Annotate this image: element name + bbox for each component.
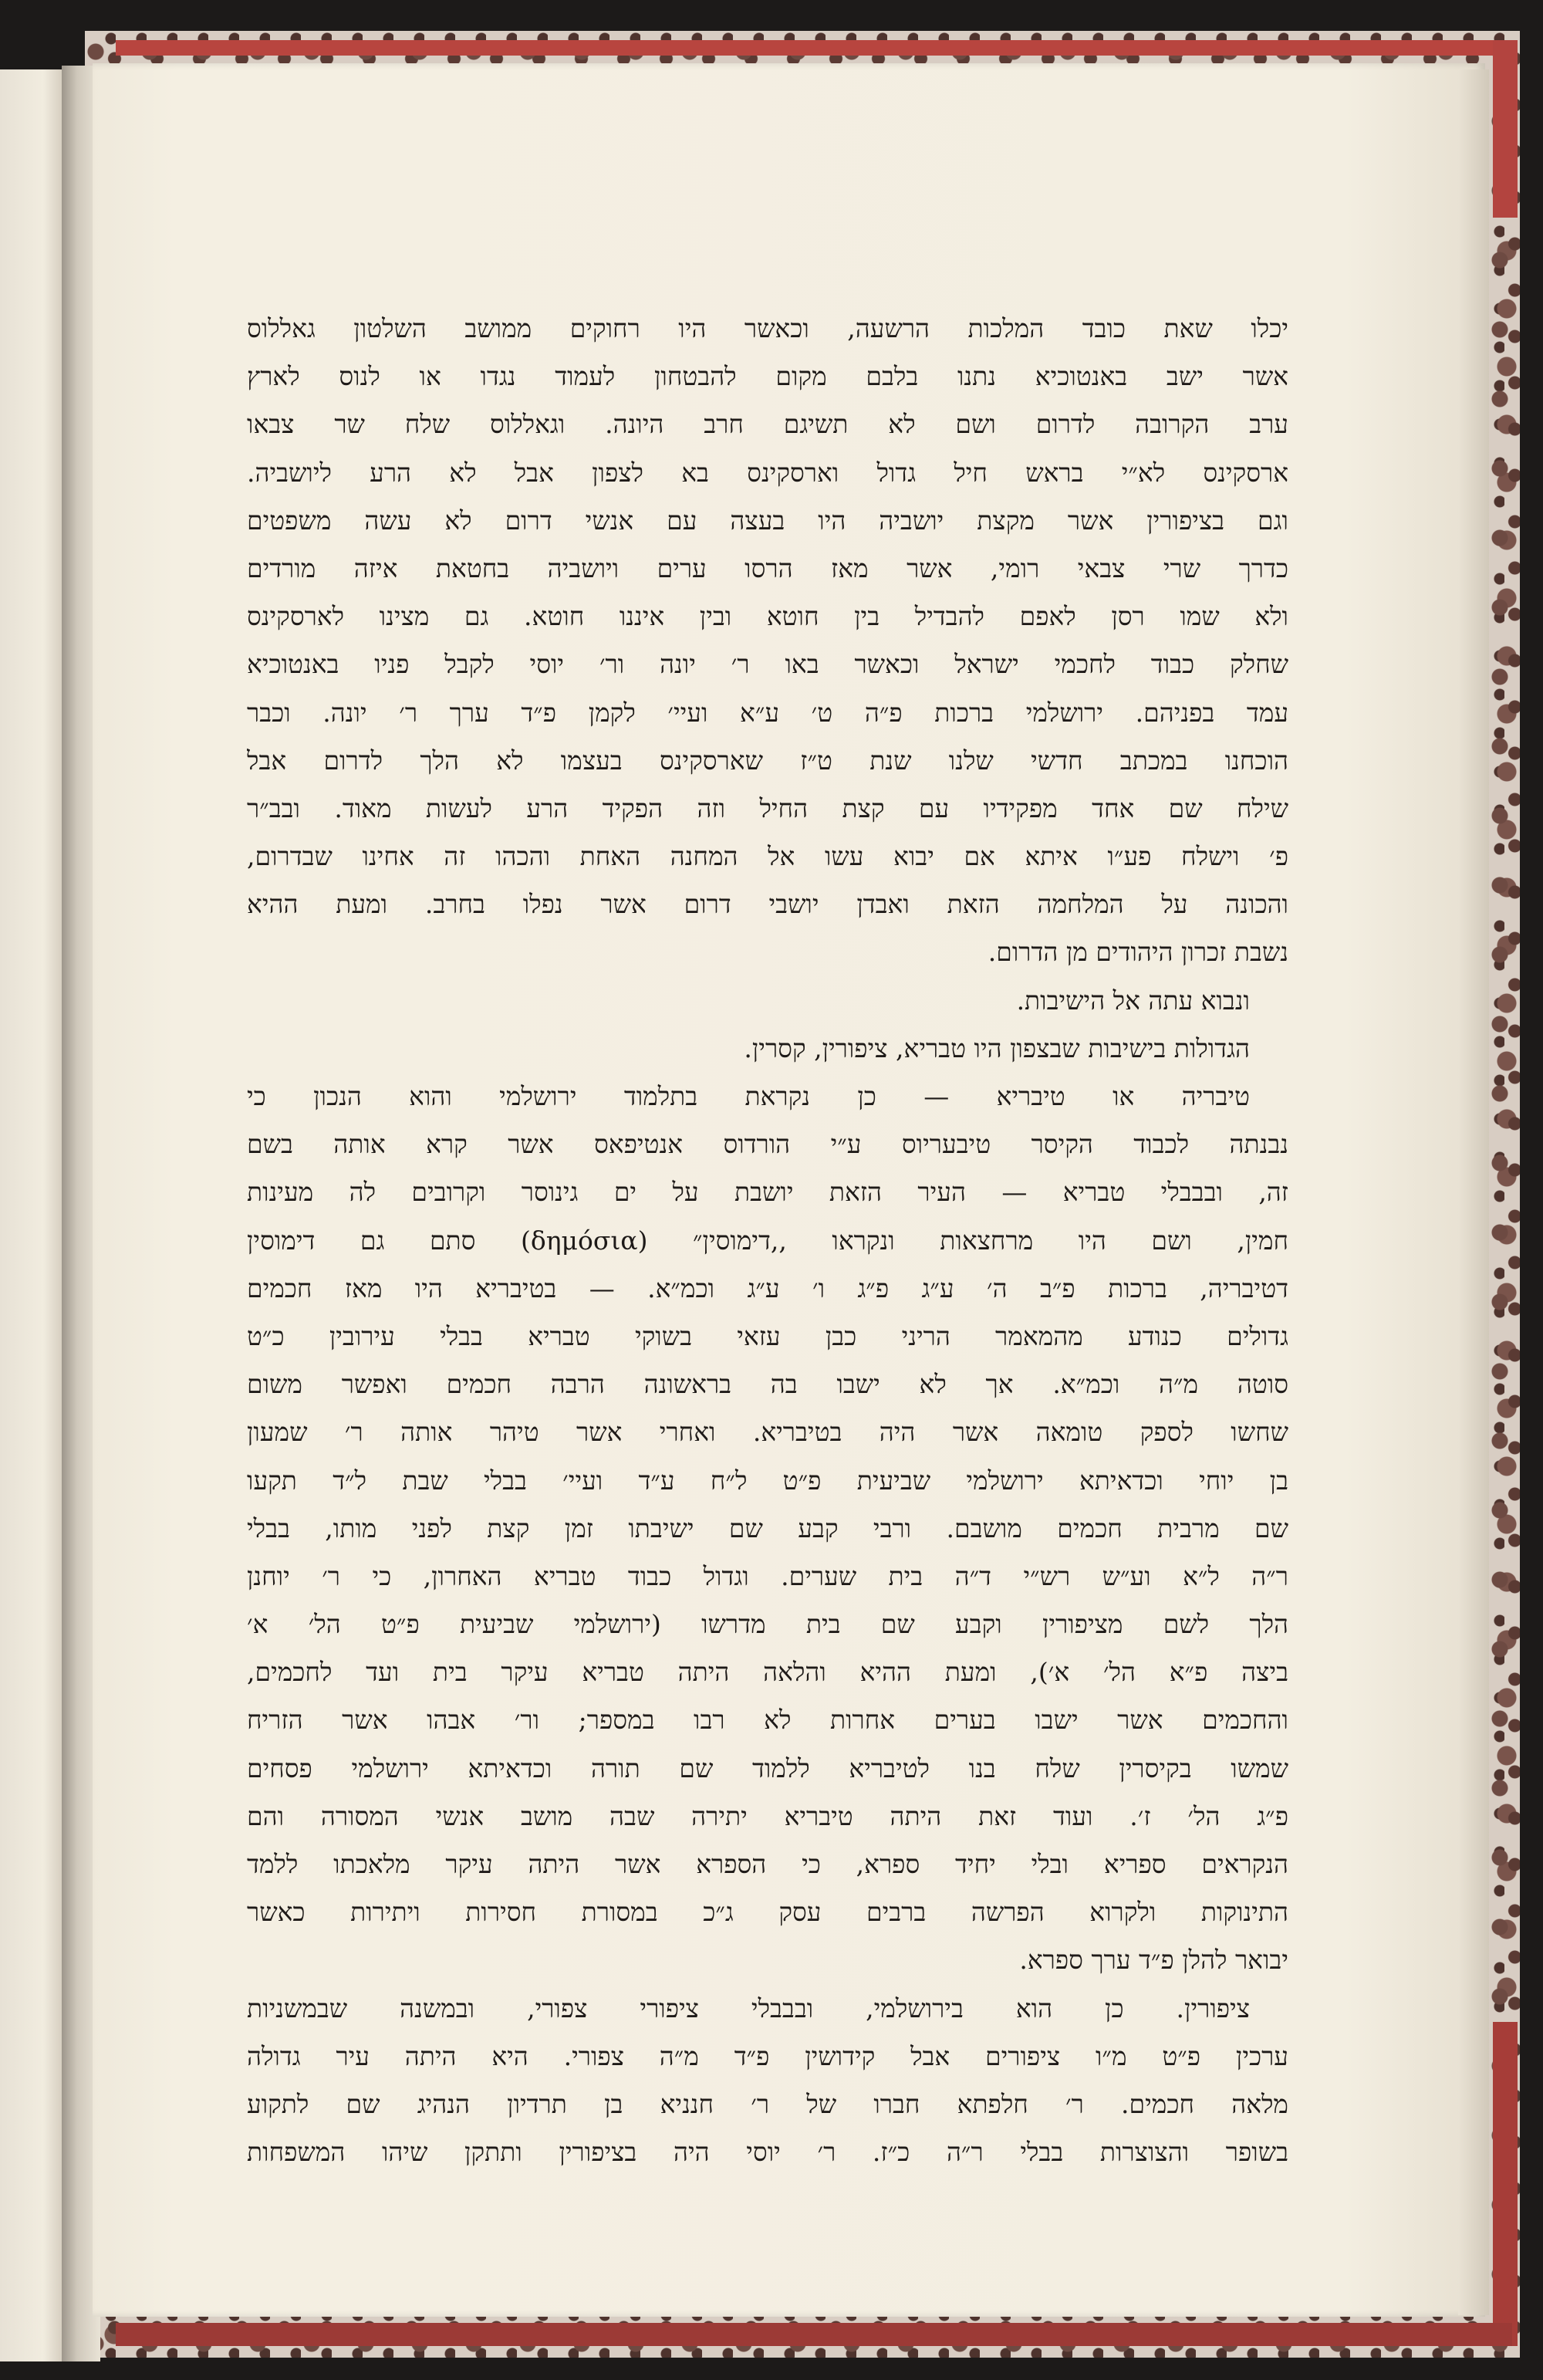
text-line: התינוקות ולקרוא הפרשה ברבים עסק ג״כ במסורת חסירות ויתירות כאשר bbox=[247, 1897, 1288, 1928]
text-line: ערכין פ״ט מ״ו ציפורים אבל קידושין פ״ד מ״ה צפורי. היא היתה עיר גדולה bbox=[247, 2040, 1288, 2071]
page-stack-edge bbox=[1458, 69, 1489, 2315]
text-line: ר״ה ל״א וע״ש רש״י ד״ה בית שערים. וגדול כבוד טבריא האחרון, כי ר׳ יוחנן bbox=[247, 1560, 1288, 1591]
text-line: שמשו בקיסרין שלח בנו לטיבריא ללמוד שם תורה וכדאיתא ירושלמי פסחים bbox=[247, 1753, 1288, 1783]
text-line: ולא שמו רסן לאפם להבדיל בין חוטא ובין איננו חוטא. גם מצינו לארסקינס bbox=[247, 601, 1288, 632]
text-line: הלך לשם מציפורין וקבע שם בית מדרשו (ירושלמי שביעית פ״ט הל׳ א׳ bbox=[247, 1609, 1288, 1640]
text-line: חמין, ושם היו מרחצאות ונקראו ,,דימוסין״ (δημόσια) סתם גם דימוסין bbox=[247, 1225, 1288, 1256]
book-edge-bottom bbox=[116, 2323, 1512, 2346]
text-line: שחלק כבוד לחכמי ישראל וכאשר באו ר׳ יונה ור׳ יוסי לקבל פניו באנטוכיא bbox=[247, 649, 1288, 680]
text-line: בן יוחי וכדאיתא ירושלמי שביעית פ״ט ל״ח ע״ד ועיי׳ בבלי שבת ל״ד תקעו bbox=[247, 1465, 1288, 1496]
left-page-edge bbox=[0, 69, 62, 2361]
text-line: והכונה על המלחמה הזאת ואבדן יושבי דרום אשר נפלו בחרב. ומעת ההיא bbox=[247, 889, 1288, 920]
book-spine-edge-top bbox=[116, 40, 1516, 56]
text-line: דטיבריה, ברכות פ״ב ה׳ ע״ג פ״ג ו׳ ע״ג וכמ״א. — בטיבריא היו מאז חכמים bbox=[247, 1273, 1288, 1303]
text-line: פ׳ וישלח פע״ו איתא אם יבוא עשו אל המחנה האחת והכהו זה אחינו שבדרום, bbox=[247, 841, 1288, 872]
text-line: ארסקינס לא״י בראש חיל גדול וארסקינס בא לצפון אבל לא הרע ליושביה. bbox=[247, 457, 1288, 488]
text-line: נבנתה לכבוד הקיסר טיבעריוס ע״י הורדוס אנטיפאס אשר קרא אותה בשם bbox=[247, 1129, 1288, 1160]
page-text bbox=[247, 305, 1288, 2176]
book-corner-right-bottom bbox=[1493, 2022, 1518, 2346]
text-line: כדרך שרי צבאי רומי, אשר מאז הרסו ערים ויושביה בחטאת איזה מורדים bbox=[247, 553, 1288, 583]
text-line: בשופר והצוצרות בבלי ר״ה כ״ז. ר׳ יוסי היה בציפורין ותתקן שיהו המשפחות bbox=[247, 2137, 1288, 2168]
text-line: ציפורין. כן הוא בירושלמי, ובבבלי ציפורי צפורי, ובמשנה שבמשניות bbox=[247, 1993, 1250, 2023]
text-line: שחשו לספק טומאה אשר היה בטיבריא. ואחרי אשר טיהר אותה ר׳ שמעון bbox=[247, 1417, 1288, 1448]
text-line: שם מרבית חכמים מושבם. ורבי קבע שם ישיבתו זמן קצת לפני מותו, בבלי bbox=[247, 1513, 1288, 1543]
text-line: זה, ובבבלי טבריא — העיר הזאת יושבת על ים גינוסר וקרובים לה מעינות bbox=[247, 1177, 1288, 1208]
text-line: ונבוא עתה אל הישיבות. bbox=[1016, 985, 1250, 1016]
text-line: ערב הקרובה לדרום ושם לא תשיגם חרב היונה. וגאללוס שלח שר צבאו bbox=[247, 409, 1288, 440]
text-line: גדולים כנודע מהמאמר הריני כבן עזאי בשוקי טבריא בבלי עירובין כ״ט bbox=[247, 1320, 1288, 1351]
text-line: אשר ישב באנטוכיא נתנו בלבם מקום להבטחון לעמוד נגדו או לנוס לארץ bbox=[247, 361, 1288, 392]
book-corner-right-top bbox=[1493, 40, 1518, 218]
text-line: שילח שם אחד מפקידיו עם קצת החיל וזה הפקיד הרע לעשות מאוד. ובב״ר bbox=[247, 793, 1288, 823]
text-line: יכלו שאת כובד המלכות הרשעה, וכאשר היו רחוקים ממושב השלטון גאללוס bbox=[247, 313, 1288, 343]
text-line: וגם בציפורין אשר מקצת יושביה היו בעצה עם אנשי דרום לא עשה משפטים bbox=[247, 505, 1288, 536]
text-line: סוטה מ״ה וכמ״א. אך לא ישבו בה בראשונה הרבה חכמים ואפשר משום bbox=[247, 1369, 1288, 1400]
text-line: מלאה חכמים. ר׳ חלפתא חברו של ר׳ חנניא בן תרדיון הנהיג שם לתקוע bbox=[247, 2088, 1288, 2119]
text-line: יבואר להלן פ״ד ערך ספרא. bbox=[1019, 1945, 1288, 1976]
text-line: והחכמים אשר ישבו בערים אחרות לא רבו במספר; ור׳ אבהו אשר הזריח bbox=[247, 1705, 1288, 1736]
text-line: הגדולות בישיבות שבצפון היו טבריא, ציפורין, קסרין. bbox=[744, 1033, 1250, 1063]
text-line: ביצה פ״א הל׳ א׳), ומעת ההיא והלאה היתה טבריא עיקר בית ועד לחכמים, bbox=[247, 1657, 1288, 1688]
text-line: פ״ג הל׳ ז׳. ועוד זאת היתה טיבריא יתירה שבה מושב אנשי המסורה והם bbox=[247, 1800, 1288, 1831]
text-line: הוכחנו במכתב חדשי שלנו שנת ט״ז שארסקינס בעצמו לא הלך לדרום אבל bbox=[247, 745, 1288, 776]
text-line: הנקראים ספריא ובלי יחיד ספרא, כי הספרא אשר היתה עיקר מלאכתו ללמד bbox=[247, 1849, 1288, 1879]
text-line: נשבת זכרון היהודים מן הדרום. bbox=[988, 937, 1288, 968]
text-line: עמד בפניהם. ירושלמי ברכות פ״ה ט׳ ע״א ועיי׳ לקמן פ״ד ערך ר׳ יונה. וכבר bbox=[247, 697, 1288, 728]
text-line: טיבריה או טיבריא — כן נקראת בתלמוד ירושלמי והוא הנכון כי bbox=[247, 1081, 1250, 1111]
